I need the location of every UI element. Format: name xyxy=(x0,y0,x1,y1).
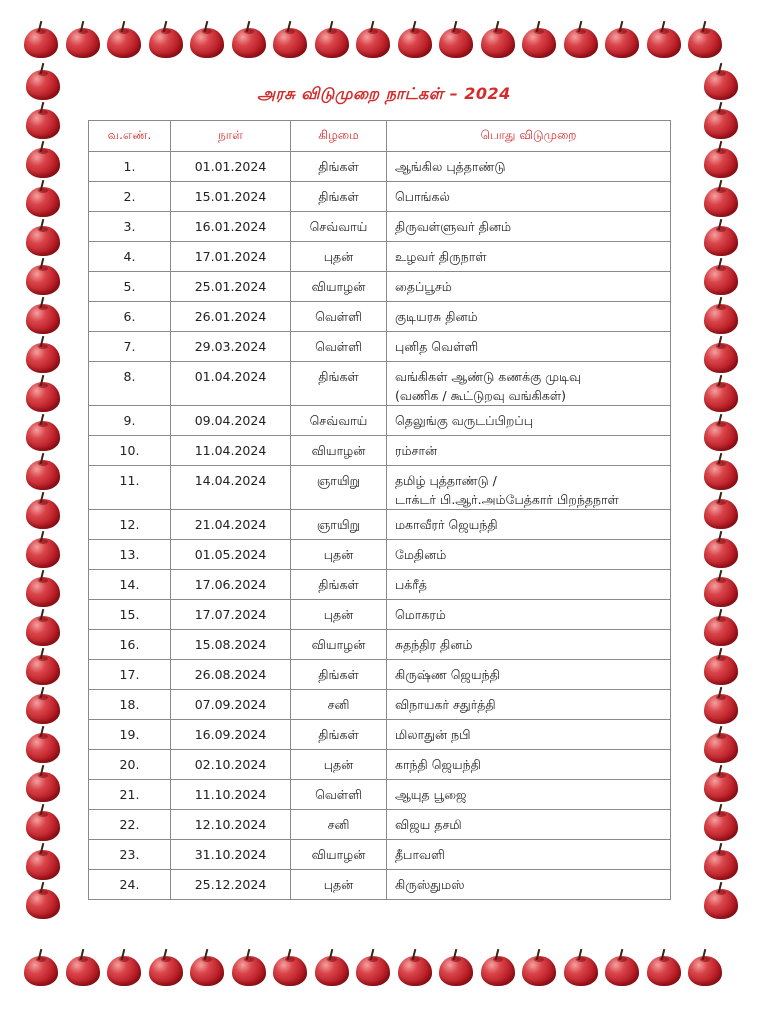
holiday-name-cell xyxy=(387,540,671,570)
holiday-name: பொங்கல் xyxy=(395,189,450,204)
serial-cell: 23. xyxy=(89,840,171,870)
table-row xyxy=(89,242,671,272)
apple-icon xyxy=(647,28,681,58)
holiday-name-cell xyxy=(387,436,671,466)
apple-icon xyxy=(26,187,60,217)
apple-icon xyxy=(66,28,100,58)
apple-icon xyxy=(356,28,390,58)
date-cell: 26.01.2024 xyxy=(171,302,291,332)
holiday-name-cell xyxy=(387,182,671,212)
apple-icon xyxy=(704,460,738,490)
apple-icon xyxy=(704,187,738,217)
day-cell: திங்கள் xyxy=(291,660,387,690)
day-header: கிழமை xyxy=(291,121,387,152)
table-row xyxy=(89,660,671,690)
day-cell: வியாழன் xyxy=(291,630,387,660)
apple-icon xyxy=(26,304,60,334)
apple-icon xyxy=(356,956,390,986)
holiday-name: தைப்பூசம் xyxy=(395,279,452,294)
serial-cell: 2. xyxy=(89,182,171,212)
apple-icon xyxy=(26,694,60,724)
holiday-name-cell xyxy=(387,302,671,332)
holiday-name: புனித வெள்ளி xyxy=(395,339,479,354)
table-header-row xyxy=(89,121,671,152)
holiday-name-cell xyxy=(387,212,671,242)
apple-icon xyxy=(26,265,60,295)
apple-icon xyxy=(704,811,738,841)
apple-icon xyxy=(273,28,307,58)
apple-icon xyxy=(149,28,183,58)
date-cell: 17.07.2024 xyxy=(171,600,291,630)
serial-cell: 19. xyxy=(89,720,171,750)
apple-icon xyxy=(704,538,738,568)
apple-icon xyxy=(26,850,60,880)
apple-icon xyxy=(66,956,100,986)
apple-icon xyxy=(481,28,515,58)
holiday-name-cell xyxy=(387,406,671,436)
apple-icon xyxy=(605,28,639,58)
table-row xyxy=(89,690,671,720)
date-cell: 01.05.2024 xyxy=(171,540,291,570)
holiday-name: ஆயுத பூஜை xyxy=(395,787,467,802)
day-cell: வியாழன் xyxy=(291,272,387,302)
date-cell: 12.10.2024 xyxy=(171,810,291,840)
table-row xyxy=(89,302,671,332)
holiday-name-cell xyxy=(387,510,671,540)
apple-icon xyxy=(688,956,722,986)
serial-cell: 10. xyxy=(89,436,171,466)
apple-icon xyxy=(398,28,432,58)
holiday-name-cell xyxy=(387,660,671,690)
apple-icon xyxy=(26,460,60,490)
date-cell: 26.08.2024 xyxy=(171,660,291,690)
apple-icon xyxy=(688,28,722,58)
date-cell: 01.04.2024 xyxy=(171,362,291,406)
date-cell: 16.09.2024 xyxy=(171,720,291,750)
table-row xyxy=(89,406,671,436)
table-row xyxy=(89,570,671,600)
apple-icon xyxy=(26,538,60,568)
day-cell: வியாழன் xyxy=(291,436,387,466)
apple-icon xyxy=(564,28,598,58)
table-row xyxy=(89,870,671,900)
day-cell: ஞாயிறு xyxy=(291,510,387,540)
apple-icon xyxy=(26,421,60,451)
date-cell: 16.01.2024 xyxy=(171,212,291,242)
serial-cell: 20. xyxy=(89,750,171,780)
day-cell: வெள்ளி xyxy=(291,302,387,332)
holiday-name: ஆங்கில புத்தாண்டு xyxy=(395,159,506,174)
table-row xyxy=(89,780,671,810)
day-cell: சனி xyxy=(291,810,387,840)
apple-icon xyxy=(24,956,58,986)
apple-icon xyxy=(26,382,60,412)
holiday-name-line2: டாக்டர் பி.ஆர்.அம்பேத்கார் பிறந்தநாள் xyxy=(395,492,619,507)
day-cell: செவ்வாய் xyxy=(291,212,387,242)
day-cell: சனி xyxy=(291,690,387,720)
holiday-name-cell xyxy=(387,466,671,510)
date-header: நாள் xyxy=(171,121,291,152)
table-row xyxy=(89,212,671,242)
apple-icon xyxy=(26,499,60,529)
table-row xyxy=(89,630,671,660)
apple-icon xyxy=(704,889,738,919)
date-cell: 01.01.2024 xyxy=(171,152,291,182)
holiday-name: தமிழ் புத்தாண்டு / xyxy=(395,473,497,488)
holiday-name: வங்கிகள் ஆண்டு கணக்கு முடிவு xyxy=(395,369,581,384)
table-row xyxy=(89,810,671,840)
table-row xyxy=(89,436,671,466)
holiday-name: உழவர் திருநாள் xyxy=(395,249,487,264)
serial-cell: 15. xyxy=(89,600,171,630)
apple-icon xyxy=(704,148,738,178)
day-cell: புதன் xyxy=(291,242,387,272)
serial-cell: 13. xyxy=(89,540,171,570)
holiday-name: மொகரம் xyxy=(395,607,446,622)
date-cell: 11.04.2024 xyxy=(171,436,291,466)
apple-icon xyxy=(107,956,141,986)
holiday-name: தீபாவளி xyxy=(395,847,445,862)
serial-cell: 7. xyxy=(89,332,171,362)
serial-cell: 11. xyxy=(89,466,171,510)
holiday-name-cell xyxy=(387,780,671,810)
table-row xyxy=(89,152,671,182)
apple-icon xyxy=(26,343,60,373)
apple-icon xyxy=(704,655,738,685)
apple-icon xyxy=(273,956,307,986)
date-cell: 17.01.2024 xyxy=(171,242,291,272)
apple-icon xyxy=(26,655,60,685)
serial-cell: 4. xyxy=(89,242,171,272)
holiday-name-cell xyxy=(387,242,671,272)
apple-icon xyxy=(26,577,60,607)
holiday-name-cell xyxy=(387,332,671,362)
holiday-name-cell xyxy=(387,152,671,182)
serial-cell: 17. xyxy=(89,660,171,690)
date-cell: 31.10.2024 xyxy=(171,840,291,870)
holiday-name: விஜய தசமி xyxy=(395,817,462,832)
table-row xyxy=(89,510,671,540)
day-cell: திங்கள் xyxy=(291,570,387,600)
date-cell: 29.03.2024 xyxy=(171,332,291,362)
apple-icon xyxy=(26,733,60,763)
date-cell: 15.08.2024 xyxy=(171,630,291,660)
apple-icon xyxy=(522,28,556,58)
holiday-name: சுதந்திர தினம் xyxy=(395,637,473,652)
table-row xyxy=(89,540,671,570)
apple-icon xyxy=(647,956,681,986)
apple-icon xyxy=(704,304,738,334)
apple-icon xyxy=(190,956,224,986)
day-cell: புதன் xyxy=(291,870,387,900)
serial-cell: 16. xyxy=(89,630,171,660)
day-cell: வெள்ளி xyxy=(291,332,387,362)
apple-icon xyxy=(704,577,738,607)
table-body xyxy=(89,152,671,900)
holiday-name: காந்தி ஜெயந்தி xyxy=(395,757,481,772)
page-title: அரசு விடுமுறை நாட்கள் – 2024 xyxy=(257,84,511,103)
apple-icon xyxy=(704,226,738,256)
holiday-name: மிலாதுன் நபி xyxy=(395,727,471,742)
holiday-name: கிருஷ்ண ஜெயந்தி xyxy=(395,667,500,682)
apple-icon xyxy=(481,956,515,986)
apple-icon xyxy=(522,956,556,986)
day-cell: வெள்ளி xyxy=(291,780,387,810)
apple-icon xyxy=(704,343,738,373)
holiday-name-cell xyxy=(387,570,671,600)
table-row xyxy=(89,750,671,780)
apple-icon xyxy=(704,616,738,646)
holiday-name-cell xyxy=(387,750,671,780)
table-row xyxy=(89,182,671,212)
apple-icon xyxy=(107,28,141,58)
apple-icon xyxy=(704,733,738,763)
date-cell: 21.04.2024 xyxy=(171,510,291,540)
holiday-name-cell xyxy=(387,630,671,660)
serial-cell: 9. xyxy=(89,406,171,436)
holiday-name-cell xyxy=(387,840,671,870)
apple-icon xyxy=(704,499,738,529)
holiday-name: கிருஸ்துமஸ் xyxy=(395,877,465,892)
serial-cell: 12. xyxy=(89,510,171,540)
table-row xyxy=(89,720,671,750)
serial-cell: 22. xyxy=(89,810,171,840)
apple-icon xyxy=(439,956,473,986)
serial-cell: 3. xyxy=(89,212,171,242)
day-cell: ஞாயிறு xyxy=(291,466,387,510)
holiday-name-cell xyxy=(387,690,671,720)
holiday-name-cell xyxy=(387,362,671,406)
holiday-table xyxy=(88,120,671,900)
holiday-name-cell xyxy=(387,870,671,900)
serial-cell: 24. xyxy=(89,870,171,900)
holiday-name-cell xyxy=(387,600,671,630)
apple-icon xyxy=(26,889,60,919)
holiday-header: பொது விடுமுறை xyxy=(387,121,671,152)
table-row xyxy=(89,332,671,362)
date-cell: 25.12.2024 xyxy=(171,870,291,900)
date-cell: 15.01.2024 xyxy=(171,182,291,212)
day-cell: செவ்வாய் xyxy=(291,406,387,436)
day-cell: திங்கள் xyxy=(291,182,387,212)
apple-icon xyxy=(704,265,738,295)
apple-icon xyxy=(26,616,60,646)
serial-header: வ.எண். xyxy=(89,121,171,152)
apple-icon xyxy=(398,956,432,986)
date-cell: 17.06.2024 xyxy=(171,570,291,600)
holiday-name-line2: (வணிக / கூட்டுறவு வங்கிகள்) xyxy=(395,388,566,403)
apple-icon xyxy=(24,28,58,58)
serial-cell: 8. xyxy=(89,362,171,406)
apple-icon xyxy=(149,956,183,986)
table-row xyxy=(89,600,671,630)
date-cell: 02.10.2024 xyxy=(171,750,291,780)
apple-icon xyxy=(232,28,266,58)
day-cell: திங்கள் xyxy=(291,720,387,750)
date-cell: 14.04.2024 xyxy=(171,466,291,510)
day-cell: திங்கள் xyxy=(291,152,387,182)
apple-icon xyxy=(704,421,738,451)
apple-icon xyxy=(704,382,738,412)
table-row xyxy=(89,362,671,406)
serial-cell: 1. xyxy=(89,152,171,182)
day-cell: திங்கள் xyxy=(291,362,387,406)
apple-icon xyxy=(704,772,738,802)
holiday-name: மகாவீரர் ஜெயந்தி xyxy=(395,517,498,532)
apple-icon xyxy=(704,850,738,880)
apple-icon xyxy=(704,109,738,139)
holiday-name: விநாயகர் சதுர்த்தி xyxy=(395,697,496,712)
table-row xyxy=(89,466,671,510)
serial-cell: 5. xyxy=(89,272,171,302)
apple-icon xyxy=(605,956,639,986)
apple-icon xyxy=(564,956,598,986)
apple-icon xyxy=(315,28,349,58)
apple-icon xyxy=(26,109,60,139)
holiday-name: ரம்சான் xyxy=(395,443,438,458)
apple-icon xyxy=(26,772,60,802)
apple-icon xyxy=(26,811,60,841)
apple-icon xyxy=(26,148,60,178)
holiday-name: பக்ரீத் xyxy=(395,577,427,592)
apple-icon xyxy=(190,28,224,58)
holiday-name: தெலுங்கு வருடப்பிறப்பு xyxy=(395,413,534,428)
day-cell: புதன் xyxy=(291,600,387,630)
apple-icon xyxy=(704,694,738,724)
holiday-name-cell xyxy=(387,720,671,750)
day-cell: வியாழன் xyxy=(291,840,387,870)
holiday-name: மேதினம் xyxy=(395,547,447,562)
table-row xyxy=(89,272,671,302)
apple-icon xyxy=(26,226,60,256)
day-cell: புதன் xyxy=(291,750,387,780)
holiday-name: குடியரசு தினம் xyxy=(395,309,478,324)
serial-cell: 18. xyxy=(89,690,171,720)
serial-cell: 14. xyxy=(89,570,171,600)
date-cell: 09.04.2024 xyxy=(171,406,291,436)
serial-cell: 6. xyxy=(89,302,171,332)
apple-icon xyxy=(315,956,349,986)
date-cell: 11.10.2024 xyxy=(171,780,291,810)
apple-icon xyxy=(439,28,473,58)
apple-icon xyxy=(232,956,266,986)
holiday-name: திருவள்ளுவர் தினம் xyxy=(395,219,512,234)
serial-cell: 21. xyxy=(89,780,171,810)
date-cell: 25.01.2024 xyxy=(171,272,291,302)
day-cell: புதன் xyxy=(291,540,387,570)
holiday-name-cell xyxy=(387,272,671,302)
date-cell: 07.09.2024 xyxy=(171,690,291,720)
table-row xyxy=(89,840,671,870)
holiday-name-cell xyxy=(387,810,671,840)
